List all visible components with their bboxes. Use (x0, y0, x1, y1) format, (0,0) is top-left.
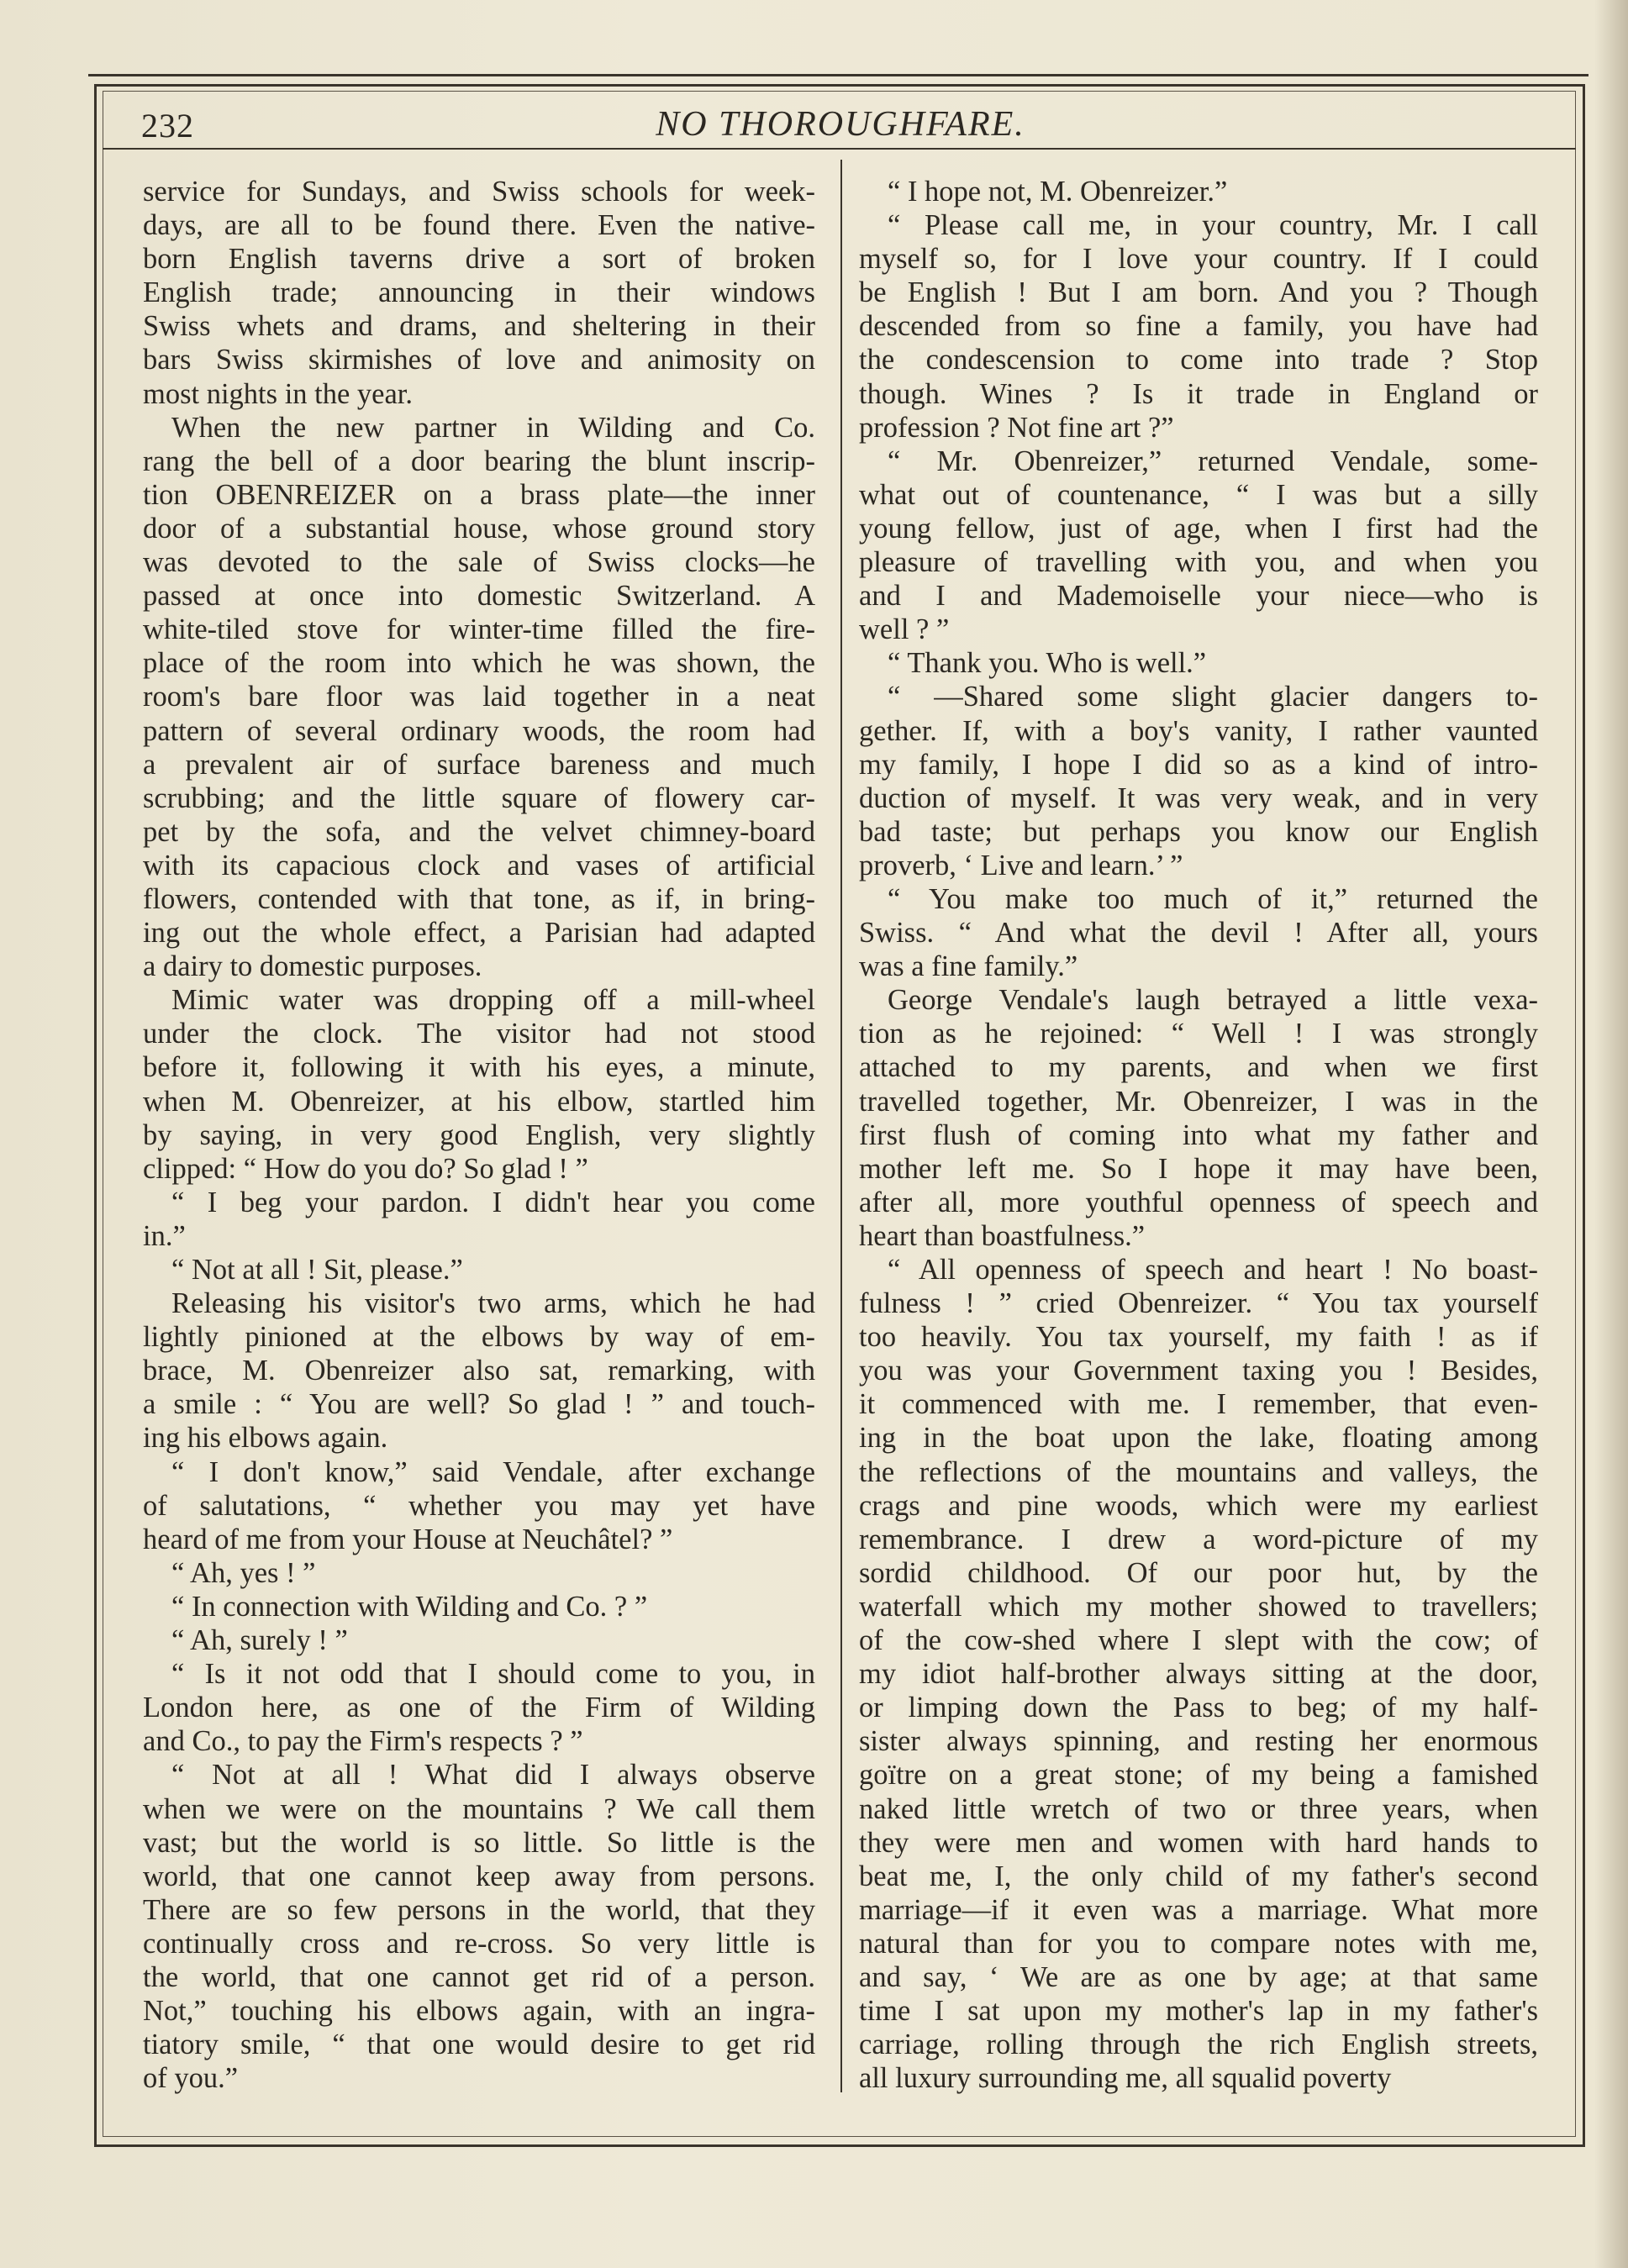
text-line: flowers, contended with that tone, as if, in bring- (143, 882, 815, 915)
text-line: place of the room into which he was shown, the (143, 647, 815, 680)
text-line: London here, as one of the Firm of Wilding (143, 1692, 815, 1724)
text-line: natural than for you to compare notes with me, (859, 1927, 1538, 1960)
text-line: tion as he rejoined: “ Well ! I was strongly (859, 1018, 1538, 1050)
text-line: tion OBENREIZER on a brass plate—the inner (143, 478, 815, 511)
text-line: when M. Obenreizer, at his elbow, startled him (143, 1085, 815, 1118)
running-title: NO THOROUGHFARE. (656, 105, 1025, 144)
column-divider (840, 160, 842, 2092)
text-line: under the clock. The visitor had not stood (143, 1018, 815, 1050)
text-line: what out of countenance, “ I was but a silly (859, 478, 1538, 511)
text-line: “ Is it not odd that I should come to you, in (171, 1658, 815, 1691)
text-line: and say, ‘ We are as one by age; at that same (859, 1960, 1538, 1993)
text-line: “ All openness of speech and heart ! No boast- (888, 1254, 1538, 1286)
text-line: tiatory smile, “ that one would desire to get rid (143, 2029, 815, 2061)
text-line: service for Sundays, and Swiss schools for week- (143, 176, 815, 208)
text-line: descended from so fine a family, you have had (859, 310, 1538, 343)
text-line: ing his elbows again. (143, 1422, 388, 1455)
text-line: clipped: “ How do you do? So glad ! ” (143, 1152, 588, 1185)
text-line: of the cow-shed where I slept with the cow; of (859, 1624, 1538, 1657)
text-line: too heavily. You tax yourself, my faith ! as if (859, 1321, 1538, 1354)
text-line: Swiss. “ And what the devil ! After all, yours (859, 917, 1538, 950)
text-line: “ In connection with Wilding and Co. ? ” (171, 1590, 648, 1623)
text-line: pattern of several ordinary woods, the room had (143, 714, 815, 747)
text-line: and Co., to pay the Firm's respects ? ” (143, 1725, 583, 1758)
text-line: or limping down the Pass to beg; of my half- (859, 1692, 1538, 1724)
text-line: my idiot half-brother always sitting at the door, (859, 1658, 1538, 1691)
text-line: Swiss whets and drams, and sheltering in their (143, 310, 815, 343)
text-line: “ —Shared some slight glacier dangers to- (888, 681, 1538, 713)
text-line: “ I don't know,” said Vendale, after exchange (171, 1455, 815, 1488)
text-line: though. Wines ? Is it trade in England or (859, 377, 1538, 410)
text-line: young fellow, just of age, when I first had the (859, 512, 1538, 545)
text-line: you was your Government taxing you ! Besides, (859, 1355, 1538, 1387)
text-line: door of a substantial house, whose ground story (143, 512, 815, 545)
text-line: born English taverns drive a sort of broken (143, 243, 815, 276)
text-line: Not,” touching his elbows again, with an ingra- (143, 1995, 815, 2028)
text-line: the world, that one cannot get rid of a person. (143, 1960, 815, 1993)
text-line: continually cross and re-cross. So very little is (143, 1927, 815, 1960)
text-line: of salutations, “ whether you may yet have (143, 1489, 815, 1522)
text-line: pleasure of travelling with you, and when you (859, 546, 1538, 579)
text-line: scrubbing; and the little square of flowery car- (143, 781, 815, 814)
top-rule (88, 74, 1588, 76)
text-line: “ Not at all ! Sit, please.” (171, 1254, 463, 1286)
text-line: “ Ah, yes ! ” (171, 1556, 316, 1589)
text-line: be English ! But I am born. And you ? Though (859, 276, 1538, 309)
text-line: of you.” (143, 2062, 239, 2095)
text-line: gether. If, with a boy's vanity, I rather vaunted (859, 714, 1538, 747)
text-line: room's bare floor was laid together in a neat (143, 681, 815, 713)
text-line: when we were on the mountains ? We call them (143, 1792, 815, 1825)
page-number: 232 (141, 107, 194, 145)
text-line: remembrance. I drew a word-picture of my (859, 1523, 1538, 1555)
text-line: When the new partner in Wilding and Co. (171, 411, 815, 444)
text-line: time I sat upon my mother's lap in my father's (859, 1995, 1538, 2028)
text-line: pet by the sofa, and the velvet chimney-board (143, 815, 815, 848)
text-line: a dairy to domestic purposes. (143, 950, 482, 983)
text-line: in.” (143, 1219, 186, 1252)
text-line: “ I hope not, M. Obenreizer.” (888, 176, 1228, 208)
text-line: waterfall which my mother showed to travellers; (859, 1590, 1538, 1623)
text-line: travelled together, Mr. Obenreizer, I was in the (859, 1085, 1538, 1118)
text-line: English trade; announcing in their windows (143, 276, 815, 309)
text-line: was a fine family.” (859, 950, 1078, 983)
text-line: the reflections of the mountains and valleys, the (859, 1455, 1538, 1488)
text-line: marriage—if it even was a marriage. What more (859, 1893, 1538, 1926)
text-line: days, are all to be found there. Even the native- (143, 209, 815, 242)
text-line: before it, following it with his eyes, a minute, (143, 1051, 815, 1084)
text-line: “ Not at all ! What did I always observe (171, 1759, 815, 1792)
text-line: Mimic water was dropping off a mill-wheel (171, 984, 815, 1017)
text-line: brace, M. Obenreizer also sat, remarking, with (143, 1355, 815, 1387)
text-line: and I and Mademoiselle your niece—who is (859, 580, 1538, 613)
text-line: white-tiled stove for winter-time filled the fire- (143, 613, 815, 646)
text-line: they were men and women with hard hands to (859, 1826, 1538, 1859)
text-line: “ Ah, surely ! ” (171, 1624, 348, 1657)
page-gutter-shadow (1594, 0, 1628, 2268)
text-line: all luxury surrounding me, all squalid poverty (859, 2062, 1392, 2095)
text-line: the condescension to come into trade ? Stop (859, 344, 1538, 376)
text-line: attached to my parents, and when we first (859, 1051, 1538, 1084)
text-line: after all, more youthful openness of speech and (859, 1186, 1538, 1218)
text-line: heard of me from your House at Neuchâtel? ” (143, 1523, 673, 1555)
text-line: lightly pinioned at the elbows by way of em- (143, 1321, 815, 1354)
right-column (859, 175, 1538, 2095)
text-line: “ Mr. Obenreizer,” returned Vendale, some- (888, 445, 1538, 477)
text-line: Releasing his visitor's two arms, which he had (171, 1287, 815, 1320)
text-line: it commenced with me. I remember, that even- (859, 1388, 1538, 1421)
text-line: passed at once into domestic Switzerland. A (143, 580, 815, 613)
text-line: “ You make too much of it,” returned the (888, 882, 1538, 915)
text-line: “ Please call me, in your country, Mr. I call (888, 209, 1538, 242)
text-line: fulness ! ” cried Obenreizer. “ You tax yourself (859, 1287, 1538, 1320)
text-line: a smile : “ You are well? So glad ! ” and touch- (143, 1388, 815, 1421)
text-line: beat me, I, the only child of my father's second (859, 1860, 1538, 1892)
text-line: world, that one cannot keep away from persons. (143, 1860, 815, 1892)
text-line: most nights in the year. (143, 377, 414, 410)
text-line: heart than boastfulness.” (859, 1219, 1146, 1252)
text-line: sordid childhood. Of our poor hut, by the (859, 1556, 1538, 1589)
text-line: bad taste; but perhaps you know our English (859, 815, 1538, 848)
text-line: “ I beg your pardon. I didn't hear you come (171, 1186, 815, 1218)
text-line: ing in the boat upon the lake, floating among (859, 1422, 1538, 1455)
text-line: There are so few persons in the world, that they (143, 1893, 815, 1926)
text-line: a prevalent air of surface bareness and much (143, 748, 815, 781)
text-line: carriage, rolling through the rich English streets, (859, 2029, 1538, 2061)
text-line: bars Swiss skirmishes of love and animosity on (143, 344, 815, 376)
text-line: mother left me. So I hope it may have been, (859, 1152, 1538, 1185)
text-line: first flush of coming into what my father and (859, 1118, 1538, 1151)
text-line: George Vendale's laugh betrayed a little vexa- (888, 984, 1538, 1017)
text-line: goïtre on a great stone; of my being a famished (859, 1759, 1538, 1792)
text-line: by saying, in very good English, very slightly (143, 1118, 815, 1151)
text-line: myself so, for I love your country. If I could (859, 243, 1538, 276)
text-line: profession ? Not fine art ?” (859, 411, 1174, 444)
text-line: well ? ” (859, 613, 950, 646)
text-line: vast; but the world is so little. So little is the (143, 1826, 815, 1859)
text-line: proverb, ‘ Live and learn.’ ” (859, 849, 1183, 881)
left-column (143, 175, 815, 2095)
text-line: naked little wretch of two or three years, when (859, 1792, 1538, 1825)
text-line: ing out the whole effect, a Parisian had adapted (143, 917, 815, 950)
text-line: duction of myself. It was very weak, and in very (859, 781, 1538, 814)
text-line: was devoted to the sale of Swiss clocks—he (143, 546, 815, 579)
text-line: “ Thank you. Who is well.” (888, 647, 1207, 680)
text-line: rang the bell of a door bearing the blunt inscrip- (143, 445, 815, 477)
text-line: my family, I hope I did so as a kind of intro- (859, 748, 1538, 781)
text-line: crags and pine woods, which were my earliest (859, 1489, 1538, 1522)
text-line: with its capacious clock and vases of artificial (143, 849, 815, 881)
header-rule (103, 148, 1576, 150)
text-line: sister always spinning, and resting her enormous (859, 1725, 1538, 1758)
